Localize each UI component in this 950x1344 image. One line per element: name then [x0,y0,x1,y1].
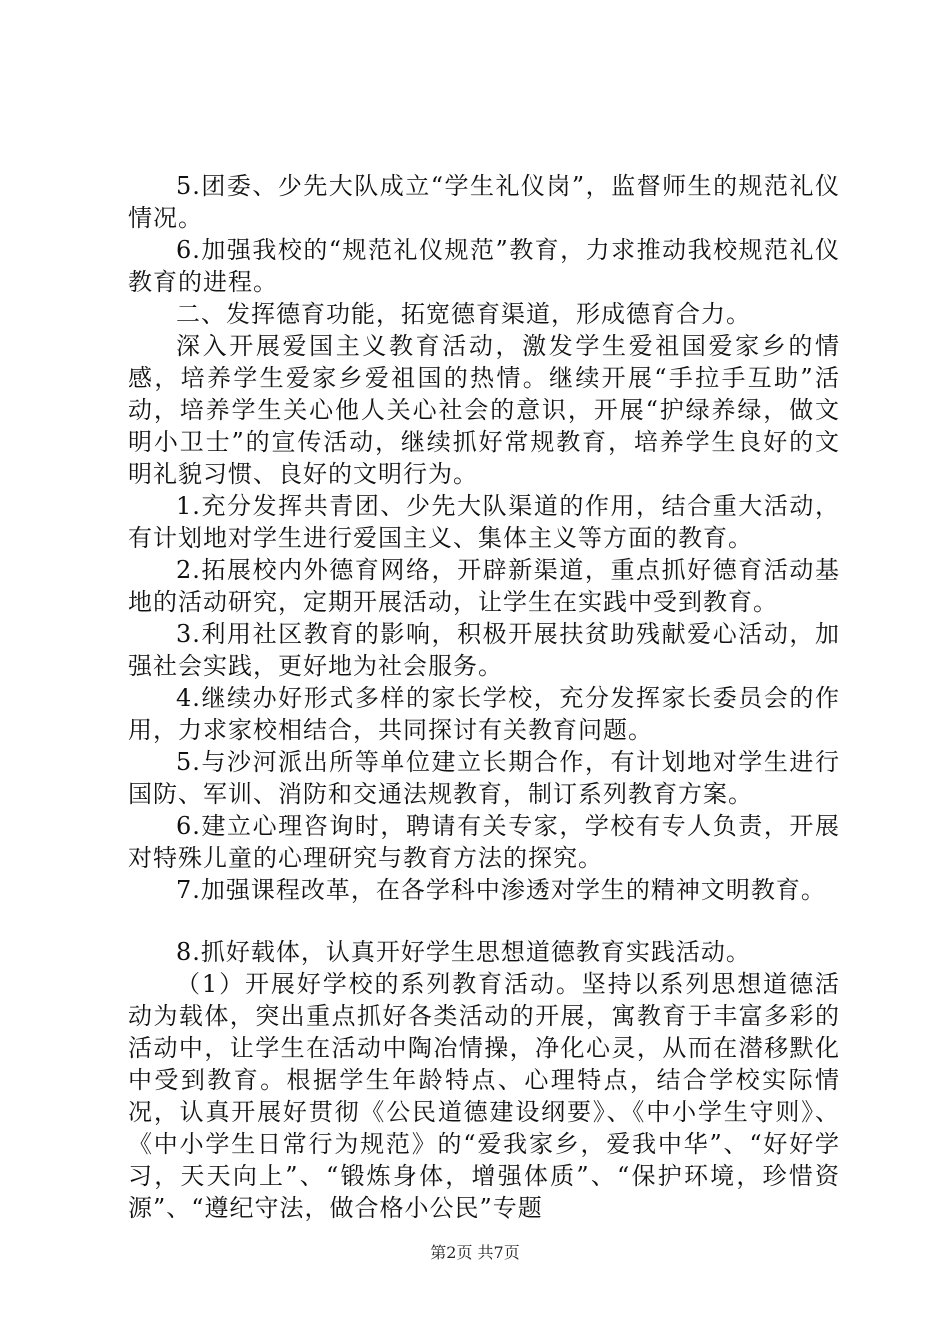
paragraph-item-6: 6.加强我校的“规范礼仪规范”教育，力求推动我校规范礼仪教育的进程。 [128,236,840,296]
paragraph-item-8: 8.抓好载体，认真开好学生思想道德教育实践活动。 [176,938,751,966]
paragraph-item-7: 7.加强课程改革，在各学科中渗透对学生的精神文明教育。 [176,876,826,904]
page-number-footer: 第2页 共7页 [430,1243,520,1262]
paragraph-item-4: 4.继续办好形式多样的家长学校，充分发挥家长委员会的作用，力求家校相结合，共同探讨有关教育问题。 [128,684,840,744]
paragraph-item-5b: 5.与沙河派出所等单位建立长期合作，有计划地对学生进行国防、军训、消防和交通法规教育，制订系列教育方案。 [128,748,840,808]
paragraph-item-1: 1.充分发挥共青团、少先大队渠道的作用，结合重大活动，有计划地对学生进行爱国主义、集体主义等方面的教育。 [128,492,840,552]
paragraph-item-3: 3.利用社区教育的影响，积极开展扶贫助残献爱心活动，加强社会实践，更好地为社会服务。 [128,620,840,680]
paragraph-item-2: 2.拓展校内外德育网络，开辟新渠道，重点抓好德育活动基地的活动研究，定期开展活动，让学生在实践中受到教育。 [128,556,840,616]
paragraph-intro: 深入开展爱国主义教育活动，激发学生爱祖国爱家乡的情感，培养学生爱家乡爱祖国的热情。继续开展“手拉手互助”活动，培养学生关心他人关心社会的意识，开展“护绿养绿，做文明小卫士”的宣传活动，继续抓好常规教育，培养学生良好的文明礼貌习惯、良好的文明行为。 [128,332,840,488]
paragraph-item-6b: 6.建立心理咨询时，聘请有关专家，学校有专人负责，开展对特殊儿童的心理研究与教育方法的探究。 [128,812,840,872]
paragraph-item-5: 5.团委、少先大队成立“学生礼仪岗”，监督师生的规范礼仪情况。 [128,172,840,232]
document-body [128,170,840,1224]
paragraph-sub-1: （1）开展好学校的系列教育活动。坚持以系列思想道德活动为载体，突出重点抓好各类活动的开展，寓教育于丰富多彩的活动中，让学生在活动中陶冶情操，净化心灵，从而在潜移默化中受到教育。根据学生年龄特点、心理特点，结合学校实际情况，认真开展好贯彻《公民道德建设纲要》、《中小学生守则》、《中小学生日常行为规范》的“爱我家乡，爱我中华”、“好好学习，天天向上”、“锻炼身体，增强体质”、“保护环境，珍惜资源”、“遵纪守法，做合格小公民”专题 [128,970,840,1222]
section-heading-2: 二、发挥德育功能，拓宽德育渠道，形成德育合力。 [176,300,751,328]
